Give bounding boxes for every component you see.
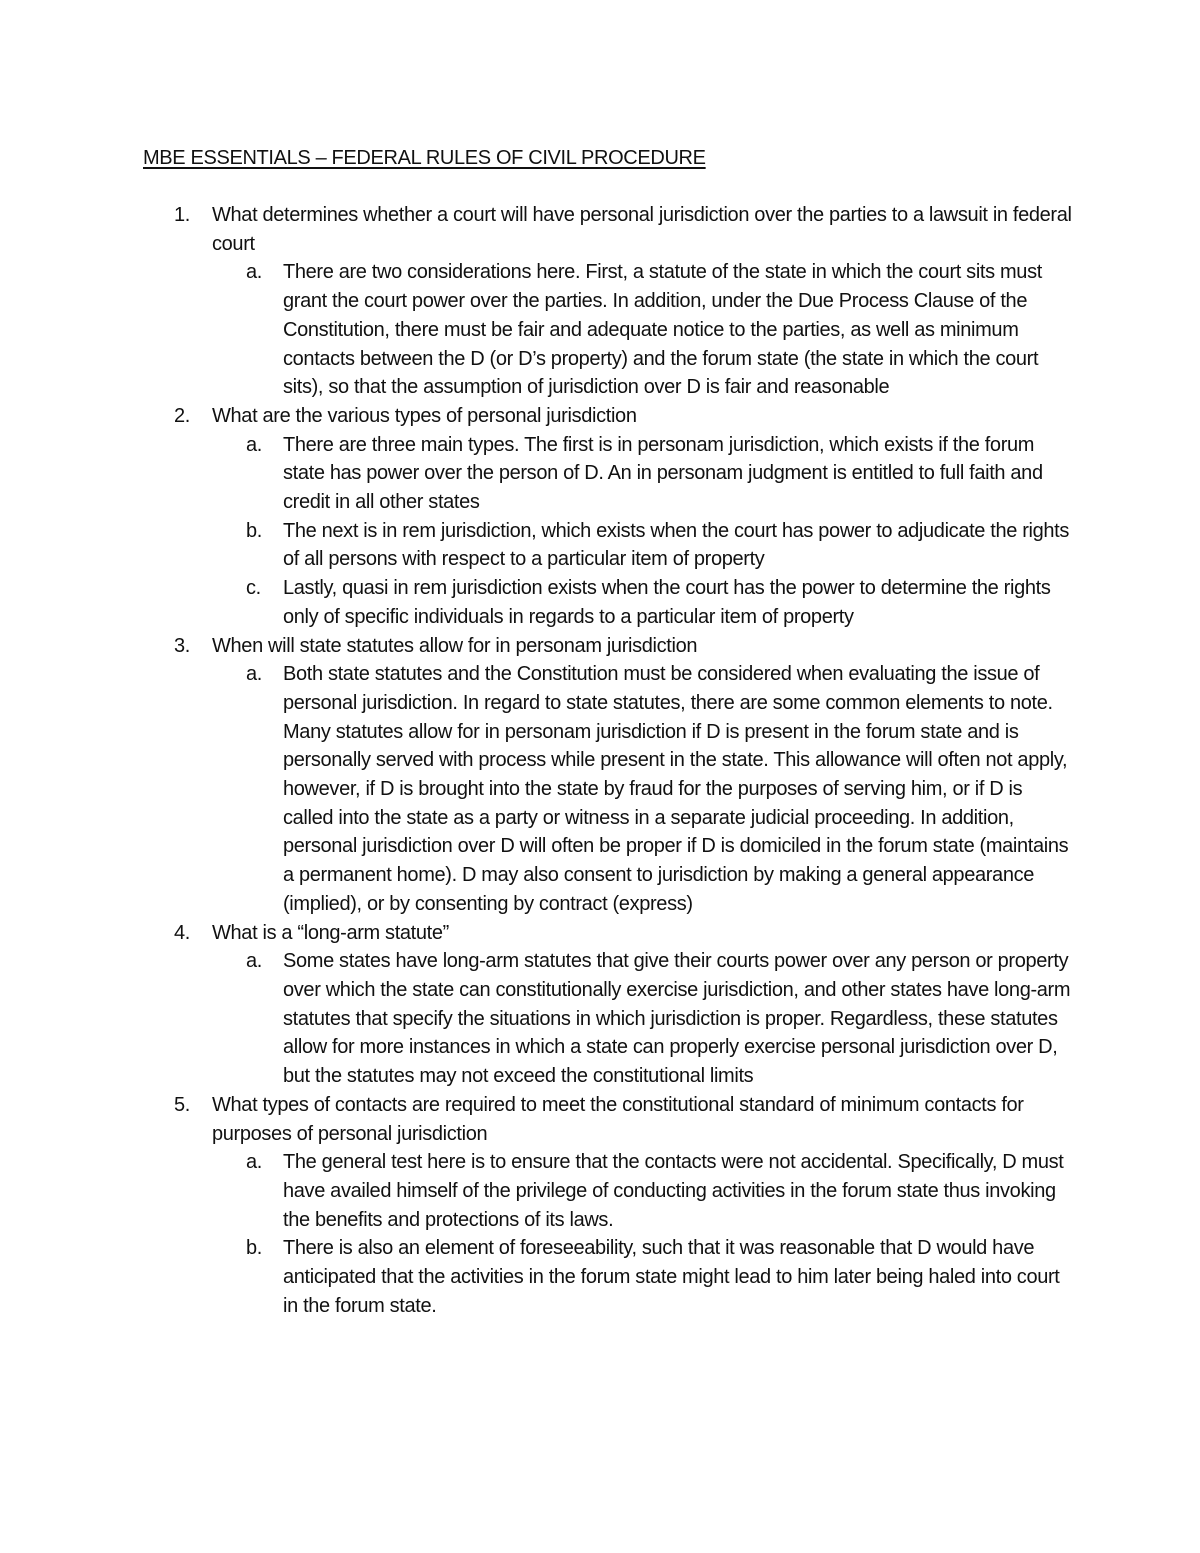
- answer-item: [246, 1234, 1072, 1320]
- answer-text: There are three main types. The first is in personam jurisdiction, which exists if the forum state has power over the person of D. An in personam judgment is entitled to full faith and credit in all other states: [283, 433, 1043, 514]
- answer-letter: b.: [246, 519, 262, 542]
- answer-letter: a.: [246, 261, 262, 284]
- answer-letter: a.: [246, 663, 262, 686]
- answer-list: [212, 431, 1072, 632]
- answer-list: [212, 660, 1072, 918]
- answer-list: [212, 258, 1072, 402]
- question-number: 1.: [174, 204, 190, 226]
- answer-item: [246, 947, 1072, 1091]
- question-text: What determines whether a court will have personal jurisdiction over the parties to a lawsuit in federal court: [212, 204, 1072, 255]
- answer-list: [212, 947, 1072, 1091]
- answer-item: [246, 517, 1072, 574]
- question-text: What types of contacts are required to meet the constitutional standard of minimum contacts for purposes of personal jurisdiction: [212, 1093, 1024, 1145]
- answer-letter: a.: [246, 433, 262, 456]
- question-item: [174, 632, 1072, 919]
- answer-text: There is also an element of foreseeability, such that it was reasonable that D would have anticipated that the activities in the forum state might lead to him later being haled into court in the forum state.: [283, 1237, 1060, 1317]
- question-text: What are the various types of personal jurisdiction: [212, 404, 637, 427]
- answer-list: [212, 1148, 1072, 1320]
- answer-text: Both state statutes and the Constitution must be considered when evaluating the issue of personal jurisdiction. In regard to state statutes, there are some common elements to note. Many statutes allow for in personam jurisdiction if D is present in the forum state and is personally served with process while present in the state. This allowance will often not apply, however, if D is brought into the state by fraud for the purposes of serving him, or if D is called into the state as a party or witness in a separate judicial proceeding. In addition, personal jurisdiction over D will often be proper if D is domiciled in the forum state (maintains a permanent home). D may also consent to jurisdiction by making a general appearance (implied), or by consenting by contract (express): [283, 663, 1069, 915]
- question-number: 4.: [174, 921, 190, 944]
- answer-item: [246, 660, 1072, 918]
- answer-letter: a.: [246, 950, 262, 973]
- question-number: 5.: [174, 1093, 190, 1116]
- question-item: [174, 919, 1072, 1091]
- answer-item: [246, 574, 1072, 631]
- answer-text: Some states have long-arm statutes that give their courts power over any person or property over which the state can constitutionally exercise jurisdiction, and other states have long-arm statutes that specify the situations in which jurisdiction is proper. Regardless, these statutes allow for more instances in which a state can properly exercise personal jurisdiction over D, but the statutes may not exceed the constitutional limits: [283, 950, 1071, 1088]
- answer-text: The next is in rem jurisdiction, which exists when the court has power to adjudicate the rights of all persons with respect to a particular item of property: [283, 519, 1070, 571]
- answer-letter: c.: [246, 577, 261, 600]
- question-item: [174, 1091, 1072, 1321]
- question-number: 2.: [174, 404, 190, 427]
- question-item: [174, 402, 1072, 632]
- question-number: 3.: [174, 634, 190, 657]
- answer-text: Lastly, quasi in rem jurisdiction exists when the court has the power to determine the rights only of specific individuals in regards to a particular item of property: [283, 577, 1051, 628]
- question-list: [174, 201, 1072, 1320]
- answer-text: There are two considerations here. First, a statute of the state in which the court sits must grant the court power over the parties. In addition, under the Due Process Clause of the Constitution, there must be fair and adequate notice to the parties, as well as minimum contacts between the D (or D’s property) and the forum state (the state in which the court sits), so that the assumption of jurisdiction over D is fair and reasonable: [283, 261, 1042, 399]
- answer-item: [246, 258, 1072, 402]
- answer-letter: b.: [246, 1237, 262, 1260]
- answer-item: [246, 1148, 1072, 1234]
- answer-letter: a.: [246, 1151, 262, 1174]
- answer-text: The general test here is to ensure that the contacts were not accidental. Specifically, D must have availed himself of the privilege of conducting activities in the forum state thus invoking the benefits and protections of its laws.: [283, 1151, 1064, 1231]
- answer-item: [246, 431, 1072, 517]
- question-item: [174, 201, 1072, 402]
- document-title: MBE ESSENTIALS – FEDERAL RULES OF CIVIL PROCEDURE: [143, 147, 706, 169]
- question-text: When will state statutes allow for in personam jurisdiction: [212, 634, 698, 657]
- question-text: What is a “long-arm statute”: [212, 921, 449, 944]
